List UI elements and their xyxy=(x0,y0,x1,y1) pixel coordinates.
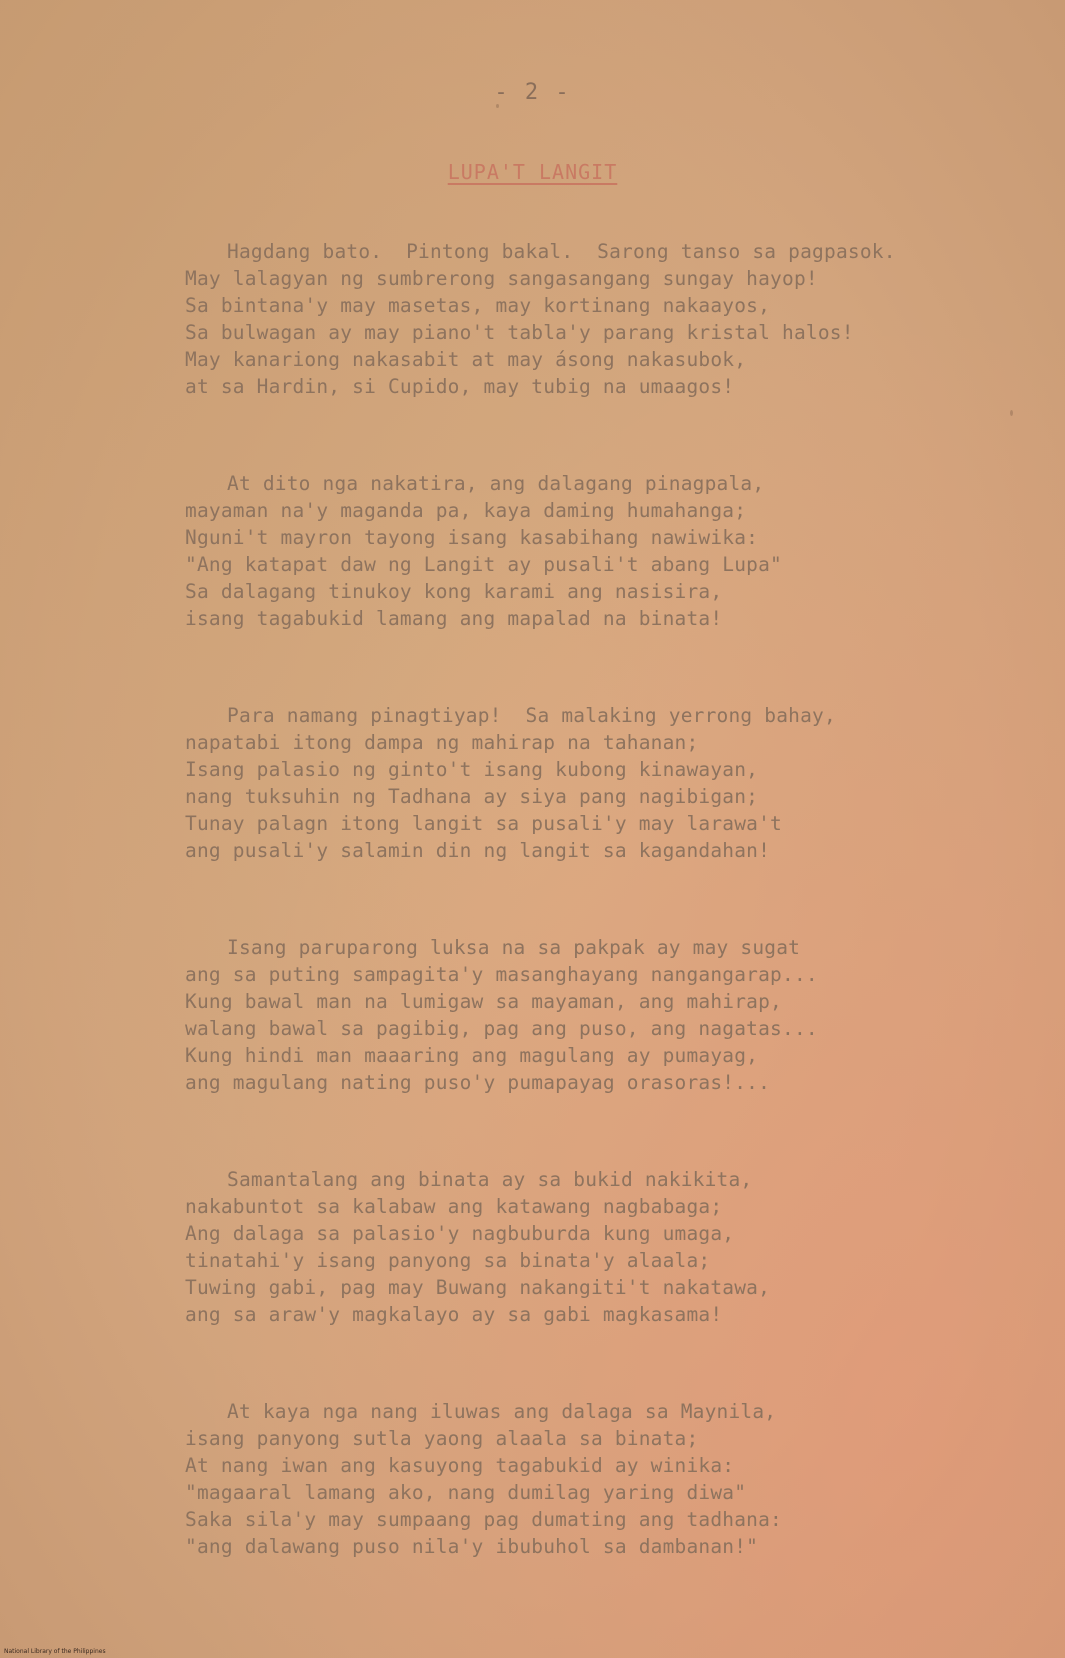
page-number: - 2 - xyxy=(494,80,571,105)
poem-line: isang panyong sutla yaong alaala sa binata; xyxy=(185,1427,699,1450)
paper-stain xyxy=(1010,410,1013,416)
poem-line: Tuwing gabi, pag may Buwang nakangiti't nakatawa, xyxy=(185,1276,771,1299)
poem-line: Nguni't mayron tayong isang kasabihang nawiwika: xyxy=(185,526,759,549)
poem-line: Saka sila'y may sumpaang pag dumating ang tadhana: xyxy=(185,1508,782,1531)
poem-line: Sa bulwagan ay may piano't tabla'y parang kristal halos! xyxy=(185,321,854,344)
poem-title: LUPA'T LANGIT xyxy=(447,160,618,184)
stanza xyxy=(185,934,1005,1096)
poem-line: At nang iwan ang kasuyong tagabukid ay winika: xyxy=(185,1454,735,1477)
poem-body xyxy=(185,238,1005,1630)
poem-line: Para namang pinagtiyap! Sa malaking yerrong bahay, xyxy=(227,704,836,727)
poem-line: ang sa araw'y magkalayo ay sa gabi magkasama! xyxy=(185,1303,723,1326)
poem-line: "ang dalawang puso nila'y ibubuhol sa dambanan!" xyxy=(185,1535,759,1558)
stanza xyxy=(185,470,1005,632)
poem-line: nakabuntot sa kalabaw ang katawang nagbabaga; xyxy=(185,1195,723,1218)
poem-line: at sa Hardin, si Cupido, may tubig na umaagos! xyxy=(185,375,735,398)
poem-line: ang pusali'y salamin din ng langit sa kagandahan! xyxy=(185,839,771,862)
poem-line: Kung bawal man na lumigaw sa mayaman, ang mahirap, xyxy=(185,990,782,1013)
poem-line: nang tuksuhin ng Tadhana ay siya pang nagibigan; xyxy=(185,785,759,808)
poem-line: "magaaral lamang ako, nang dumilag yaring diwa" xyxy=(185,1481,747,1504)
poem-line: ang sa puting sampagita'y masanghayang nangangarap... xyxy=(185,963,818,986)
poem-line: Sa bintana'y may masetas, may kortinang nakaayos, xyxy=(185,294,771,317)
poem-line: Sa dalagang tinukoy kong karami ang nasisira, xyxy=(185,580,723,603)
poem-line: "Ang katapat daw ng Langit ay pusali't abang Lupa" xyxy=(185,553,782,576)
poem-line: May kanariong nakasabit at may ásong nakasubok, xyxy=(185,348,747,371)
stanza xyxy=(185,238,1005,400)
poem-line: Tunay palagn itong langit sa pusali'y may larawa't xyxy=(185,812,782,835)
stanza xyxy=(185,1166,1005,1328)
poem-line: napatabi itong dampa ng mahirap na tahanan; xyxy=(185,731,699,754)
poem-line: isang tagabukid lamang ang mapalad na binata! xyxy=(185,607,723,630)
poem-line: At kaya nga nang iluwas ang dalaga sa Maynila, xyxy=(227,1400,777,1423)
footer-credit: National Library of the Philippines xyxy=(4,1648,106,1655)
stanza xyxy=(185,702,1005,864)
stanza xyxy=(185,1398,1005,1560)
poem-line: Samantalang ang binata ay sa bukid nakikita, xyxy=(227,1168,753,1191)
poem-line: tinatahi'y isang panyong sa binata'y alaala; xyxy=(185,1249,711,1272)
poem-line: Isang palasio ng ginto't isang kubong kinawayan, xyxy=(185,758,759,781)
poem-line: At dito nga nakatira, ang dalagang pinagpala, xyxy=(227,472,765,495)
poem-line: Hagdang bato. Pintong bakal. Sarong tanso sa pagpasok. xyxy=(227,240,896,263)
poem-line: mayaman na'y maganda pa, kaya daming humahanga; xyxy=(185,499,747,522)
poem-line: May lalagyan ng sumbrerong sangasangang sungay hayop! xyxy=(185,267,818,290)
poem-line: Ang dalaga sa palasio'y nagbuburda kung umaga, xyxy=(185,1222,735,1245)
poem-line: ang magulang nating puso'y pumapayag orasoras!... xyxy=(185,1071,771,1094)
poem-line: Isang paruparong luksa na sa pakpak ay may sugat xyxy=(227,936,801,959)
poem-line: Kung hindi man maaaring ang magulang ay pumayag, xyxy=(185,1044,759,1067)
poem-line: walang bawal sa pagibig, pag ang puso, ang nagatas... xyxy=(185,1017,818,1040)
